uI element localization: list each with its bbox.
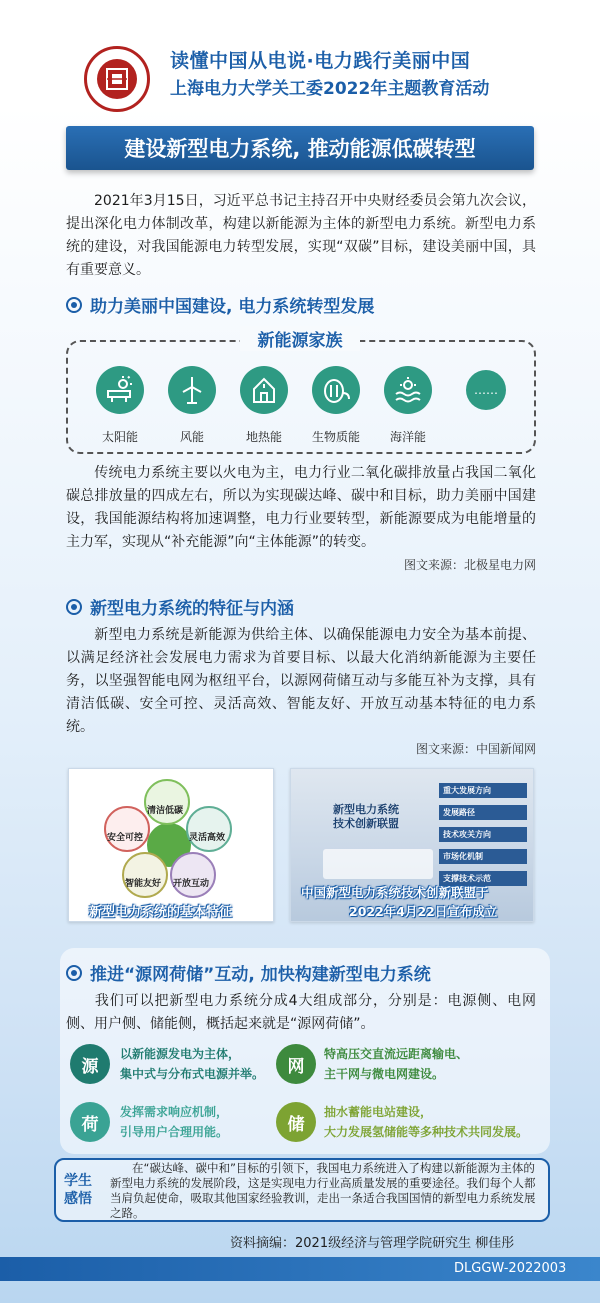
storage-chip: 储 xyxy=(276,1102,316,1142)
alliance-caption-line2: 2022年4月22日宣布成立 xyxy=(349,904,498,919)
section3-paragraph: 我们可以把新型电力系统分成4大组成部分，分别是：电源侧、电网侧、用户侧、储能侧，概括起来就是“源网荷储”。 xyxy=(66,993,536,1032)
student-reflection-text: 在“碳达峰、碳中和”目标的引领下，我国电力系统进入了构建以新能源为主体的新型电力系统的发展阶段，这是实现电力行业高质量发展的重要途径。我们每个人都当肩负起使命，吸取其他国家经验教训，走出一条适合我国国情的新型电力系统发展之路。 xyxy=(110,1161,536,1220)
energy-label: 太阳能 xyxy=(101,430,138,444)
bullet-ring-icon xyxy=(66,965,82,981)
energy-item-geothermal xyxy=(240,366,294,445)
load-chip: 荷 xyxy=(70,1102,110,1142)
petal-flexible: 灵活高效 xyxy=(189,833,226,843)
header-subtitle: 上海电力大学关工委2022年主题教育活动 xyxy=(170,79,490,99)
stage-block xyxy=(323,849,433,879)
alliance-list-item: 支撑技术示范 xyxy=(439,871,527,886)
more-icon: …… xyxy=(466,370,506,410)
intro-text: 2021年3月15日，习近平总书记主持召开中央财经委员会第九次会议，提出深化电力体制改革，构建以新能源为主体的新型电力系统。新型电力系统的建设，对我国能源电力转型发展，实现“双碳”目标，建设美丽中国，具有重要意义。 xyxy=(66,193,536,278)
petal-smart: 智能友好 xyxy=(125,879,162,889)
section3-heading: 推进“源网荷储”互动, 加快构建新型电力系统 xyxy=(66,960,431,985)
energy-label: 生物质能 xyxy=(311,430,360,444)
petal-safe: 安全可控 xyxy=(107,833,144,843)
characteristics-image xyxy=(68,768,274,922)
document-code: DLGGW-2022003 xyxy=(454,1261,567,1276)
characteristics-caption: 新型电力系统的基本特征 xyxy=(89,905,233,920)
section2-paragraph: 新型电力系统是新能源为供给主体、以确保能源电力安全为基本前提、以满足经济社会发展电力需求为首要目标、以最大化消纳新能源为主要任务，以坚强智能电网为枢纽平台，以源网荷储互动与多能互补为支撑，具有清洁低碳、安全可控、灵活高效、智能友好、开放互动基本特征的电力系统。 xyxy=(66,627,536,735)
geothermal-house-icon xyxy=(240,366,288,414)
petal-clean: 清洁低碳 xyxy=(147,806,184,816)
petal-open: 开放互动 xyxy=(173,879,210,889)
alliance-board-title: 新型电力系统 技术创新联盟 xyxy=(333,803,399,830)
energy-item-more xyxy=(466,370,506,410)
characteristics-flower-graphic xyxy=(69,769,275,923)
source-chip: 源 xyxy=(70,1044,110,1084)
energy-label: 地热能 xyxy=(245,430,282,444)
wind-turbine-icon xyxy=(168,366,216,414)
energy-item-wind xyxy=(168,366,222,445)
alliance-list-item: 重大发展方向 xyxy=(439,783,527,798)
section2-source: 图文来源：中国新闻网 xyxy=(416,742,537,756)
storage-text: 抽水蓄能电站建设， 大力发展氢储能等多种技术共同发展。 xyxy=(324,1105,529,1139)
energy-item-solar xyxy=(96,366,150,445)
section1-paragraph: 传统电力系统主要以火电为主，电力行业二氧化碳排放量占我国二氧化碳总排放量的四成左右，所以为实现碳达峰、碳中和目标，助力美丽中国建设，我国能源结构将加速调整，电力行业要转型，新能源要成为电能增量的主力军，实现从“补充能源”向“主体能源”的转变。 xyxy=(66,465,536,550)
section2-heading: 新型电力系统的特征与内涵 xyxy=(66,594,294,619)
energy-item-ocean xyxy=(384,366,438,445)
load-text: 发挥需求响应机制， 引导用户合理用能。 xyxy=(120,1105,229,1139)
energy-label: 海洋能 xyxy=(389,430,426,444)
alliance-image xyxy=(290,768,534,922)
alliance-list-item: 发展路径 xyxy=(439,805,527,820)
credit-line: 资料摘编：2021级经济与管理学院研究生 柳佳彤 xyxy=(230,1236,515,1251)
intro-paragraph xyxy=(66,190,536,282)
bullet-ring-icon xyxy=(66,297,82,313)
header-title: 读懂中国从电说·电力践行美丽中国 xyxy=(170,50,471,72)
alliance-list-item: 技术攻关方向 xyxy=(439,827,527,842)
source-text: 以新能源发电为主体， 集中式与分布式电源并举。 xyxy=(120,1047,265,1081)
seal-emblem-icon xyxy=(97,59,137,99)
ocean-sun-icon xyxy=(384,366,432,414)
energy-item-biomass xyxy=(312,366,366,445)
alliance-caption-line1: 中国新型电力系统技术创新联盟于 xyxy=(301,885,489,900)
alliance-list xyxy=(439,783,527,886)
solar-icon xyxy=(96,366,144,414)
biomass-plug-icon xyxy=(312,366,360,414)
alliance-list-item: 市场化机制 xyxy=(439,849,527,864)
section1-source: 图文来源：北极星电力网 xyxy=(404,558,537,572)
energy-label: 风能 xyxy=(179,430,204,444)
student-tag: 学生 感悟 xyxy=(64,1173,92,1207)
grid-text: 特高压交直流远距离输电、 主干网与微电网建设。 xyxy=(324,1047,469,1081)
energy-family-title: 新能源家族 xyxy=(240,326,360,351)
grid-chip: 网 xyxy=(276,1044,316,1084)
main-banner: 建设新型电力系统, 推动能源低碳转型 xyxy=(66,126,534,170)
section1-heading: 助力美丽中国建设, 电力系统转型发展 xyxy=(66,292,374,317)
university-seal xyxy=(84,46,150,112)
bullet-ring-icon xyxy=(66,599,82,615)
